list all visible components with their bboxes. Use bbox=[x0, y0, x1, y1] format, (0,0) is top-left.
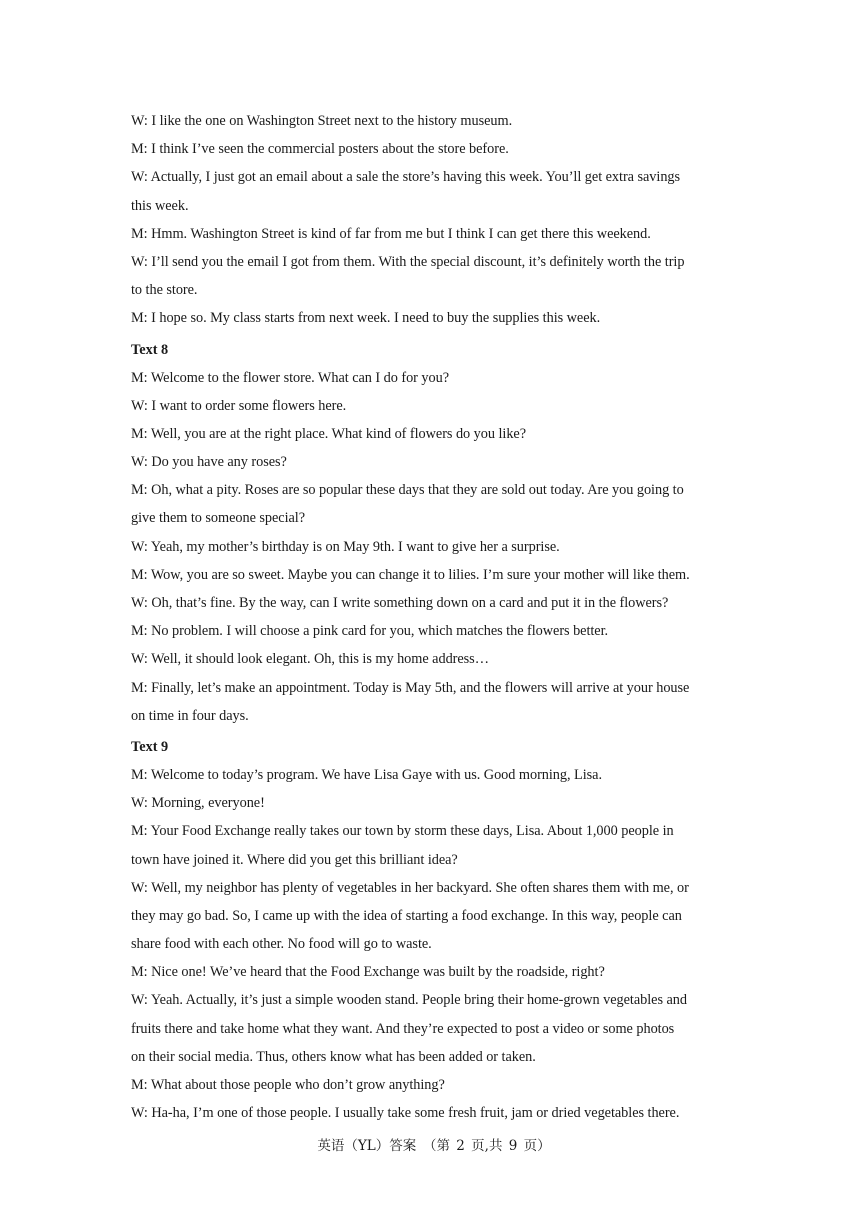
dialogue-line: W: Ha-ha, I’m one of those people. I usually take some fresh fruit, jam or dried vegetables there. bbox=[131, 1105, 680, 1122]
text-8-section bbox=[131, 336, 741, 730]
section-heading-text-9: Text 9 bbox=[131, 738, 169, 755]
dialogue-line: town have joined it. Where did you get this brilliant idea? bbox=[131, 851, 458, 868]
dialogue-line: M: No problem. I will choose a pink card for you, which matches the flowers better. bbox=[131, 623, 609, 640]
dialogue-line: W: Do you have any roses? bbox=[131, 454, 287, 471]
dialogue-line: on time in four days. bbox=[131, 707, 249, 724]
dialogue-line: give them to someone special? bbox=[131, 510, 306, 527]
dialogue-line: W: I’ll send you the email I got from them. With the special discount, it’s definitely worth the trip bbox=[131, 253, 685, 270]
dialogue-line: W: Actually, I just got an email about a sale the store’s having this week. You’ll get extra savings bbox=[131, 169, 681, 186]
dialogue-line: on their social media. Thus, others know what has been added or taken. bbox=[131, 1048, 536, 1065]
dialogue-line: they may go bad. So, I came up with the idea of starting a food exchange. In this way, people can bbox=[131, 907, 682, 924]
dialogue-line: M: Oh, what a pity. Roses are so popular these days that they are sold out today. Are you going to bbox=[131, 482, 684, 499]
dialogue-line: M: What about those people who don’t grow anything? bbox=[131, 1077, 445, 1093]
dialogue-line: W: I like the one on Washington Street next to the history museum. bbox=[131, 113, 513, 129]
page-content bbox=[131, 107, 741, 1127]
page-footer: 英语（YL）答案 （第 2 页,共 9 页） bbox=[317, 1138, 551, 1154]
dialogue-line: M: Wow, you are so sweet. Maybe you can change it to lilies. I’m sure your mother will like them. bbox=[131, 566, 690, 583]
dialogue-line: to the store. bbox=[131, 282, 198, 299]
dialogue-line: fruits there and take home what they want. And they’re expected to post a video or some photos bbox=[131, 1020, 675, 1037]
dialogue-line: M: Welcome to today’s program. We have Lisa Gaye with us. Good morning, Lisa. bbox=[131, 766, 602, 783]
dialogue-line: M: Well, you are at the right place. What kind of flowers do you like? bbox=[131, 425, 527, 442]
dialogue-line: W: Morning, everyone! bbox=[131, 795, 265, 812]
text-9-section bbox=[131, 733, 741, 1127]
dialogue-line: W: I want to order some flowers here. bbox=[131, 397, 347, 414]
dialogue-line: W: Oh, that’s fine. By the way, can I write something down on a card and put it in the flowers? bbox=[131, 595, 669, 611]
dialogue-line: W: Yeah, my mother’s birthday is on May 9th. I want to give her a surprise. bbox=[131, 538, 560, 555]
section-heading-text-8: Text 8 bbox=[131, 341, 169, 358]
dialogue-line: M: Nice one! We’ve heard that the Food Exchange was built by the roadside, right? bbox=[131, 964, 605, 981]
dialogue-line: this week. bbox=[131, 197, 189, 214]
dialogue-line: W: Well, my neighbor has plenty of vegetables in her backyard. She often shares them with me, or bbox=[131, 879, 689, 896]
dialogue-line: M: Finally, let’s make an appointment. Today is May 5th, and the flowers will arrive at your house bbox=[131, 679, 690, 696]
dialogue-line: W: Well, it should look elegant. Oh, this is my home address… bbox=[131, 651, 489, 668]
dialogue-line: M: Hmm. Washington Street is kind of far from me but I think I can get there this weekend. bbox=[131, 225, 651, 242]
dialogue-line: M: Welcome to the flower store. What can I do for you? bbox=[131, 369, 449, 386]
dialogue-line: M: I hope so. My class starts from next week. I need to buy the supplies this week. bbox=[131, 310, 601, 327]
dialogue-block-continued bbox=[131, 107, 741, 333]
dialogue-line: W: Yeah. Actually, it’s just a simple wooden stand. People bring their home-grown vegetables and bbox=[131, 992, 687, 1009]
dialogue-line: share food with each other. No food will go to waste. bbox=[131, 936, 432, 953]
dialogue-line: M: Your Food Exchange really takes our town by storm these days, Lisa. About 1,000 people in bbox=[131, 823, 674, 840]
dialogue-line: M: I think I’ve seen the commercial posters about the store before. bbox=[131, 141, 509, 158]
